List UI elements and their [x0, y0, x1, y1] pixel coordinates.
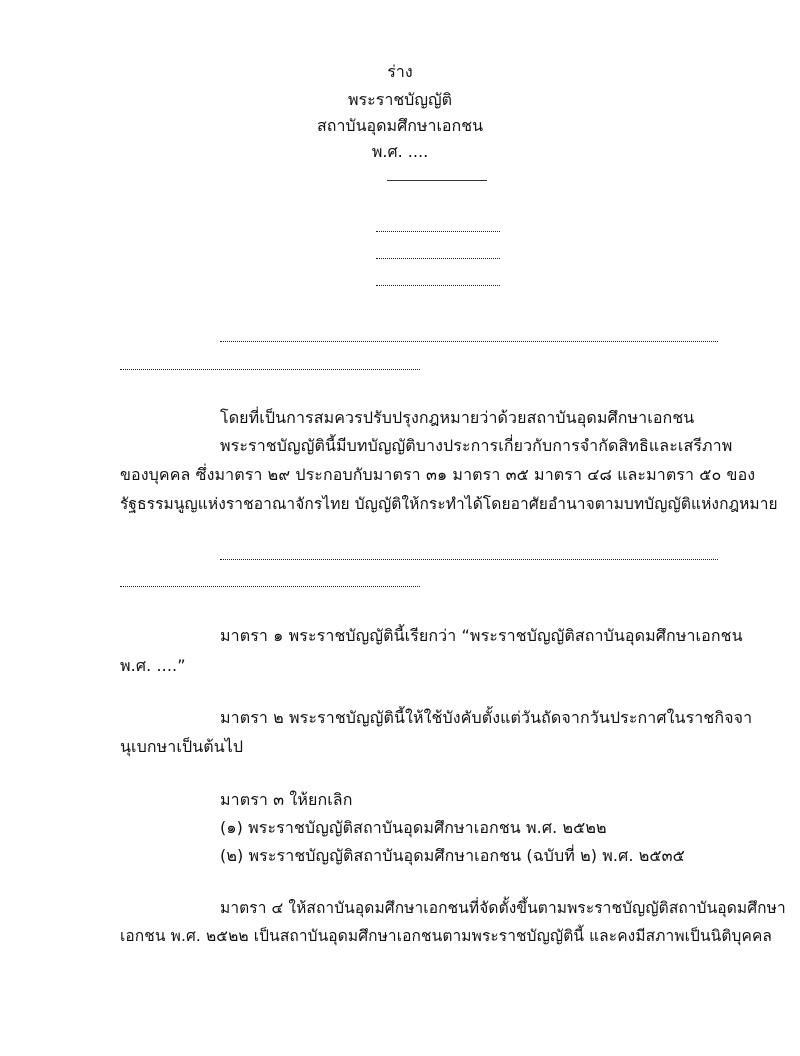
title-divider [387, 180, 487, 181]
placeholder-line-3 [376, 285, 500, 286]
placeholder-line-1 [376, 231, 500, 232]
section-1-line-2: พ.ศ. ....” [120, 656, 186, 675]
dotted-line-b2 [120, 586, 420, 587]
section-1-line-1: มาตรา ๑ พระราชบัญญัตินี้เรียกว่า “พระราชบัญญัติสถาบันอุดมศึกษาเอกชน [220, 626, 743, 645]
section-2-line-2: นุเบกษาเป็นต้นไป [120, 737, 244, 756]
preamble-line-3: ของบุคคล ซึ่งมาตรา ๒๙ ประกอบกับมาตรา ๓๑ มาตรา ๓๕ มาตรา ๔๘ และมาตรา ๕๐ ของ [120, 465, 756, 484]
dotted-line-b1 [220, 559, 718, 560]
section-3-item-1: (๑) พระราชบัญญัติสถาบันอุดมศึกษาเอกชน พ.ศ. ๒๕๒๒ [220, 818, 607, 837]
draft-label: ร่าง [387, 62, 413, 81]
preamble-line-2: พระราชบัญญัตินี้มีบทบัญญัติบางประการเกี่ยวกับการจำกัดสิทธิและเสรีภาพ [220, 436, 733, 455]
section-4-line-1: มาตรา ๔ ให้สถาบันอุดมศึกษาเอกชนที่จัดตั้งขึ้นตามพระราชบัญญัติสถาบันอุดมศึกษา [220, 899, 786, 917]
dotted-line-a2 [120, 369, 420, 370]
section-3-line-1: มาตรา ๓ ให้ยกเลิก [220, 790, 353, 809]
section-4-line-2: เอกชน พ.ศ. ๒๕๒๒ เป็นสถาบันอุดมศึกษาเอกชนตามพระราชบัญญัตินี้ และคงมีสภาพเป็นนิติบุคคล [120, 927, 773, 945]
act-year: พ.ศ. .... [371, 142, 429, 161]
section-2-line-1: มาตรา ๒ พระราชบัญญัตินี้ให้ใช้บังคับตั้งแต่วันถัดจากวันประกาศในราชกิจจา [220, 708, 753, 727]
preamble-line-1: โดยที่เป็นการสมควรปรับปรุงกฎหมายว่าด้วยสถาบันอุดมศึกษาเอกชน [220, 408, 695, 427]
act-type: พระราชบัญญัติ [348, 90, 452, 109]
section-3-item-2: (๒) พระราชบัญญัติสถาบันอุดมศึกษาเอกชน (ฉบับที่ ๒) พ.ศ. ๒๕๓๕ [220, 846, 685, 865]
preamble-line-4: รัฐธรรมนูญแห่งราชอาณาจักรไทย บัญญัติให้กระทำได้โดยอาศัยอำนาจตามบทบัญญัติแห่งกฎหมาย [120, 495, 778, 513]
dotted-line-a1 [220, 341, 718, 342]
act-title: สถาบันอุดมศึกษาเอกชน [316, 116, 483, 135]
placeholder-line-2 [376, 258, 500, 259]
